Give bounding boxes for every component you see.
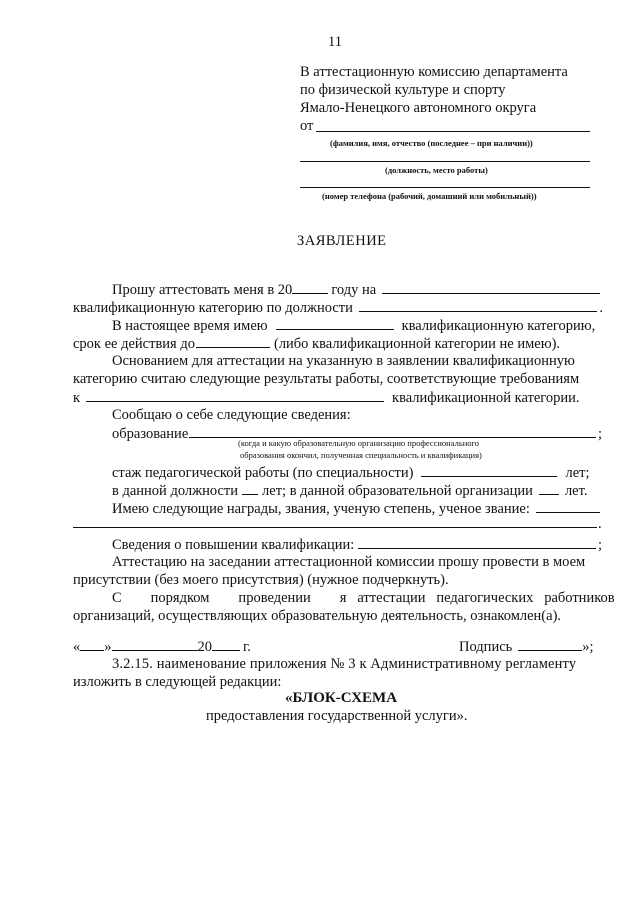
- page-number: 11: [328, 34, 342, 50]
- p2-text-d: (либо квалификационной категории не имею).: [273, 336, 561, 352]
- addressee-from-label: от: [300, 118, 314, 134]
- paragraph-3-line-2: категорию считаю следующие результаты работы, соответствующие требованиям: [73, 371, 580, 387]
- experience-label: стаж педагогической работы (по специальности): [112, 465, 414, 481]
- date-year-prefix: 20: [197, 639, 212, 655]
- date-field: [73, 637, 251, 656]
- signature-end: »;: [582, 639, 594, 655]
- amendment-line-1: 3.2.15. наименование приложения № 3 к Административному регламенту: [112, 656, 577, 672]
- education-semicolon: ;: [597, 426, 602, 442]
- acquaintance-line-1: С порядком проведении я аттестации педагогических работников: [112, 590, 615, 606]
- annex-heading: «БЛОК-СХЕМА: [285, 690, 398, 706]
- signature-label: Подпись: [459, 639, 513, 655]
- position-tenure-line: [112, 481, 602, 500]
- paragraph-3-line-1: Основанием для аттестации на указанную в заявлении квалификационную: [112, 353, 575, 369]
- applicant-phone-hint: (номер телефона (рабочий, домашний или мобильный)): [322, 191, 537, 201]
- awards-period: .: [598, 516, 602, 532]
- current-category-blank[interactable]: [276, 316, 394, 330]
- p3-text-d: квалификационной категории.: [392, 390, 580, 406]
- paragraph-3-line-3: [73, 388, 603, 407]
- education-blank[interactable]: [189, 424, 596, 438]
- document-title: ЗАЯВЛЕНИЕ: [297, 233, 387, 249]
- paragraph-2-line-1: [112, 316, 602, 335]
- education-hint-2: образования окончил, полученная специальность и квалификация): [240, 450, 482, 460]
- education-hint-1: (когда и какую образовательную организацию профессионального: [238, 438, 480, 448]
- awards-blank[interactable]: [536, 499, 600, 513]
- date-day-blank[interactable]: [80, 637, 104, 651]
- validity-date-blank[interactable]: [196, 334, 270, 348]
- qualification-label: Сведения о повышении квалификации:: [112, 537, 355, 553]
- addressee-line-2: по физической культуре и спорту: [300, 82, 506, 98]
- date-quote-close: »: [104, 639, 112, 655]
- p1-text-b: году на: [331, 282, 377, 298]
- p3-text-c: к: [73, 390, 81, 406]
- p2-text-b: квалификационную категорию,: [401, 318, 596, 334]
- category-blank[interactable]: [382, 280, 600, 294]
- annex-subheading: предоставления государственной услуги».: [206, 708, 468, 724]
- amendment-line-2: изложить в следующей редакции:: [73, 674, 282, 690]
- tenure-label-b: лет; в данной образовательной организации: [262, 483, 533, 499]
- personal-info-intro: Сообщаю о себе следующие сведения:: [112, 407, 351, 423]
- addressee-line-1: В аттестационную комиссию департамента: [300, 64, 568, 80]
- position-blank[interactable]: [359, 298, 598, 312]
- date-month-blank[interactable]: [112, 637, 198, 651]
- addressee-line-3: Ямало-Ненецкого автономного округа: [300, 100, 537, 116]
- applicant-name-hint: (фамилия, имя, отчество (последнее – при наличии)): [330, 138, 533, 148]
- year-blank[interactable]: [292, 280, 328, 294]
- tenure-position-blank[interactable]: [242, 481, 258, 495]
- p2-text-c: срок ее действия до: [73, 336, 195, 352]
- tenure-label-c: лет.: [564, 483, 588, 499]
- awards-line: [112, 499, 602, 518]
- qualification-line: [112, 535, 602, 554]
- p1-period: .: [599, 300, 603, 316]
- date-year-suffix: г.: [243, 639, 251, 655]
- applicant-name-line[interactable]: [316, 131, 590, 132]
- experience-years: лет;: [565, 465, 590, 481]
- signature-field: [459, 637, 594, 656]
- requirements-blank[interactable]: [86, 388, 384, 402]
- paragraph-2-line-2: [73, 334, 603, 353]
- date-year-blank[interactable]: [212, 637, 240, 651]
- awards-blank-2[interactable]: [73, 527, 597, 528]
- presence-line-1: Аттестацию на заседании аттестационной комиссии прошу провести в моем: [112, 554, 586, 570]
- applicant-phone-line[interactable]: [300, 187, 590, 188]
- p2-text-a: В настоящее время имею: [112, 318, 268, 334]
- p1-text-a: Прошу аттестовать меня в 20: [112, 282, 293, 298]
- applicant-position-line[interactable]: [300, 161, 590, 162]
- date-quote-open: «: [73, 639, 81, 655]
- paragraph-1-line-1: [112, 280, 602, 299]
- paragraph-1-line-2: [73, 298, 603, 317]
- qualification-semicolon: ;: [597, 537, 602, 553]
- experience-line: [112, 463, 602, 482]
- presence-line-2: присутствии (без моего присутствия) (нужное подчеркнуть).: [73, 572, 449, 588]
- tenure-label-a: в данной должности: [112, 483, 239, 499]
- education-label: образование: [112, 426, 189, 442]
- experience-blank[interactable]: [421, 463, 557, 477]
- tenure-organization-blank[interactable]: [539, 481, 559, 495]
- p1-text-c: квалификационную категорию по должности: [73, 300, 353, 316]
- qualification-blank[interactable]: [358, 535, 596, 549]
- applicant-position-hint: (должность, место работы): [385, 165, 488, 175]
- awards-label: Имею следующие награды, звания, ученую степень, ученое звание:: [112, 501, 530, 517]
- signature-blank[interactable]: [518, 637, 582, 651]
- acquaintance-line-2: организаций, осуществляющих образовательную деятельность, ознакомлен(а).: [73, 608, 562, 624]
